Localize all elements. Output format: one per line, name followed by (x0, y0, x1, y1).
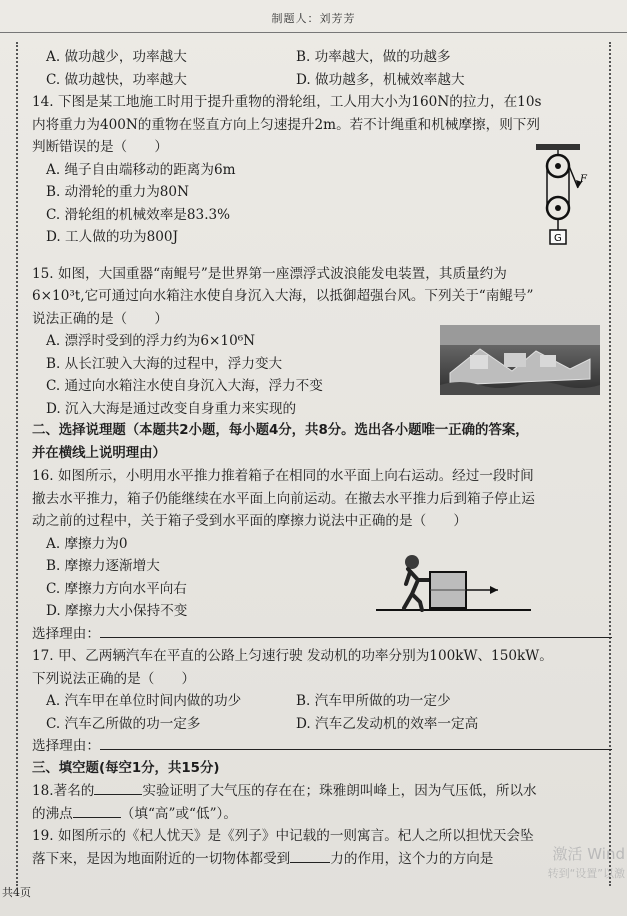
q17-stem-line-2: 下列说法正确的是（ ） (32, 670, 196, 687)
q16-stem-line-2: 撤去水平推力，箱子仍能继续在水平面上向前运动。在撤去水平推力后到箱子停止运 (32, 490, 535, 507)
person-head (405, 555, 419, 569)
pushing-box-figure (376, 550, 531, 615)
q13-option-d: D. 做功越多，机械效率越大 (296, 71, 465, 88)
q18-text-3: 的沸点 (32, 805, 73, 822)
q17-reason-blank[interactable] (100, 735, 612, 750)
q19-blank-1[interactable] (290, 848, 330, 863)
q18-blank-1[interactable] (94, 780, 142, 795)
q15-option-d: D. 沉入大海是通过改变自身重力来实现的 (46, 400, 297, 417)
q17-reason-row (32, 735, 607, 758)
nankun-platform-photo (440, 325, 600, 395)
header-divider (0, 32, 627, 33)
q14-option-c: C. 滑轮组的机械效率是83.3% (46, 206, 231, 223)
q19-text-1: 落下来，是因为地面附近的一切物体都受到 (32, 850, 291, 867)
q15-stem-line-3: 说法正确的是（ ） (32, 310, 168, 327)
q14-stem-line-1: 14. 下图是某工地施工时用于提升重物的滑轮组，工人用大小为160N的拉力，在10s (32, 94, 542, 110)
q16-option-c: C. 摩擦力方向水平向右 (46, 580, 187, 597)
q15-option-b: B. 从长江驶入大海的过程中，浮力变大 (46, 355, 283, 372)
q19-stem-line-2 (32, 848, 607, 871)
q17-options-row-2 (32, 713, 607, 736)
q16-option-d: D. 摩擦力大小保持不变 (46, 603, 188, 619)
section-2-heading-line-1: 二、选择说理题（本题共2小题，每小题4分，共8分。选出各小题唯一正确的答案， (32, 423, 529, 438)
section-3-heading: 三、填空题(每空1分，共15分) (32, 760, 220, 776)
watermark-line-1: 激活 Wind (552, 845, 625, 863)
q14-option-a: A. 绳子自由端移动的距离为6m (46, 161, 236, 178)
page-header: 制题人：刘芳芳 (271, 12, 356, 25)
q13-option-b: B. 功率越大，做的功越多 (296, 49, 451, 65)
q18-text-2: 实验证明了大气压的存在在；珠雅朗叫峰上，因为气压低，所以水 (142, 783, 537, 799)
q18-text-1: 18.著名的 (32, 783, 95, 799)
q18-text-4: （填“高”或“低”）。 (120, 805, 237, 822)
q15-option-a: A. 漂浮时受到的浮力约为6×10⁶N (46, 333, 256, 349)
binding-dotted-line (16, 42, 18, 886)
weight-label-g: G (554, 233, 562, 244)
q17-option-b: B. 汽车甲所做的功一定少 (296, 693, 451, 709)
ceiling-beam (536, 144, 580, 150)
q13-option-a: A. 做功越少，功率越大 (46, 49, 187, 65)
exam-content (32, 46, 607, 870)
q17-option-d: D. 汽车乙发动机的效率一定高 (296, 715, 479, 732)
q18-line-1 (32, 780, 607, 803)
os-activation-watermark (548, 844, 625, 884)
q13-options-row-1 (32, 46, 607, 69)
q18-line-2 (32, 803, 607, 826)
q13-option-c: C. 做功越快，功率越大 (46, 71, 187, 88)
q15-stem-line-2: 6×10³t,它可通过向水箱注水使自身沉入大海，以抵御超强台风。下列关于“南鲲号” (32, 288, 534, 304)
q16-reason-label: 选择理由： (32, 625, 100, 642)
q17-option-a: A. 汽车甲在单位时间内做的功少 (46, 693, 242, 709)
q13-options-row-2 (32, 69, 607, 92)
q14-option-d: D. 工人做的功为800J (46, 229, 179, 245)
q15-option-c: C. 通过向水箱注水使自身沉入大海，浮力不变 (46, 378, 323, 394)
force-label-f: F (580, 174, 587, 185)
q17-option-c: C. 汽车乙所做的功一定多 (46, 715, 201, 732)
q19-stem-line-1: 19. 如图所示的《杞人忧天》是《列子》中记载的一则寓言。杞人之所以担忧天会坠 (32, 828, 534, 844)
q18-blank-2[interactable] (73, 803, 121, 818)
margin-dotted-line (609, 42, 611, 886)
section-2-heading-line-2: 并在横线上说明理由） (32, 445, 166, 461)
q16-stem-line-3: 动之前的过程中，关于箱子受到水平面的摩擦力说法中正确的是（ ） (32, 513, 467, 529)
q16-option-a: A. 摩擦力为0 (46, 535, 128, 552)
q17-reason-label: 选择理由： (32, 738, 100, 754)
q16-reason-row (32, 623, 607, 646)
q16-reason-blank[interactable] (100, 623, 612, 638)
q14-stem-line-2: 内将重力为400N的重物在竖直方向上匀速提升2m。若不计绳重和机械摩擦，则下列 (32, 116, 540, 133)
q19-text-2: 力的作用，这个力的方向是 (330, 850, 494, 867)
q15-stem-line-1: 15. 如图，大国重器“南鲲号”是世界第一座漂浮式波浪能发电装置，其质量约为 (32, 265, 507, 282)
q17-options-row-1 (32, 690, 607, 713)
pulley-system-figure (532, 142, 592, 250)
q14-option-b: B. 动滑轮的重力为80N (46, 184, 189, 200)
q17-stem-line-1: 17. 甲、乙两辆汽车在平直的公路上匀速行驶 发动机的功率分别为100kW、150kW。 (32, 648, 553, 664)
q16-stem-line-1: 16. 如图所示，小明用水平推力推着箱子在相同的水平面上向右运动。经过一段时间 (32, 468, 534, 484)
q16-option-b: B. 摩擦力逐渐增大 (46, 558, 160, 574)
page-footer: 共4页 (2, 886, 31, 899)
q14-stem-line-3: 判断错误的是（ ） (32, 139, 168, 155)
watermark-line-2: 转到“设置”以激 (547, 867, 625, 880)
